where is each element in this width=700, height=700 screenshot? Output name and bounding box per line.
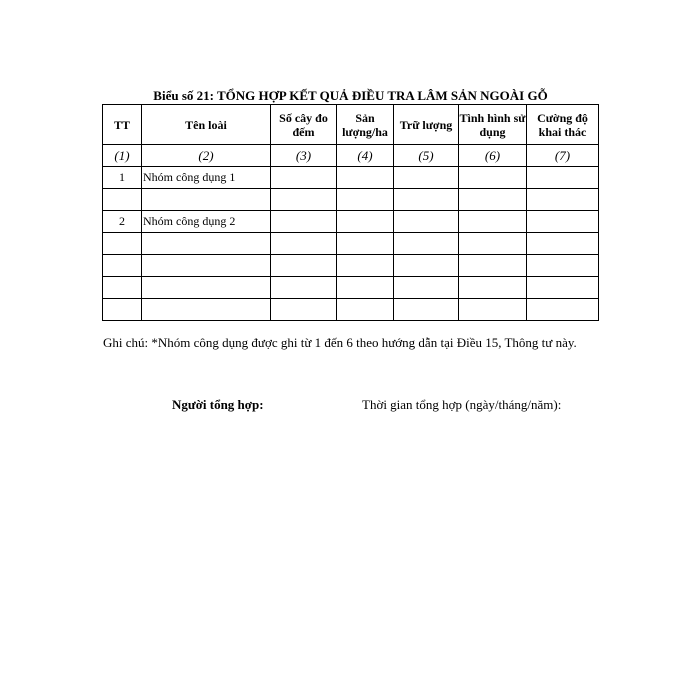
table-cell [271, 211, 337, 233]
header-cell: Trữ lượng [394, 105, 459, 145]
row-number-cell [103, 277, 142, 299]
footnote: Ghi chú: *Nhóm công dụng được ghi từ 1 đến 6 theo hướng dẫn tại Điều 15, Thông tư này. [103, 335, 577, 350]
table-cell [337, 167, 394, 189]
row-number-cell: 1 [103, 167, 142, 189]
species-cell: Nhóm công dụng 1 [142, 167, 271, 189]
table-cell [271, 277, 337, 299]
species-cell [142, 233, 271, 255]
table-cell [394, 211, 459, 233]
table-cell [394, 189, 459, 211]
table-cell [337, 233, 394, 255]
table-cell [394, 233, 459, 255]
header-cell: Cường độ khai thác [527, 105, 599, 145]
table-cell [527, 299, 599, 321]
table-cell [337, 189, 394, 211]
table-cell [271, 255, 337, 277]
table-cell [459, 299, 527, 321]
row-number-cell [103, 299, 142, 321]
table-cell [459, 277, 527, 299]
header-cell: Tên loài [142, 105, 271, 145]
table-row [103, 255, 599, 277]
signer-label: Người tổng hợp: [172, 397, 264, 412]
species-cell [142, 255, 271, 277]
table-cell [394, 167, 459, 189]
table-cell [459, 211, 527, 233]
species-cell [142, 189, 271, 211]
index-cell: (3) [271, 145, 337, 167]
table-row [103, 299, 599, 321]
table-row [103, 211, 599, 233]
table-cell [459, 255, 527, 277]
table-cell [459, 167, 527, 189]
header-row [103, 105, 599, 145]
header-cell: Số cây đo đếm [271, 105, 337, 145]
row-number-cell: 2 [103, 211, 142, 233]
table-cell [337, 255, 394, 277]
table-cell [271, 167, 337, 189]
compile-time-label: Thời gian tổng hợp (ngày/tháng/năm): [362, 397, 562, 412]
row-number-cell [103, 255, 142, 277]
index-cell: (2) [142, 145, 271, 167]
table-cell [527, 233, 599, 255]
header-cell: TT [103, 105, 142, 145]
index-cell: (6) [459, 145, 527, 167]
index-row [103, 145, 599, 167]
table-row [103, 167, 599, 189]
table-cell [394, 277, 459, 299]
table-cell [337, 211, 394, 233]
index-cell: (4) [337, 145, 394, 167]
index-cell: (5) [394, 145, 459, 167]
table-cell [527, 277, 599, 299]
row-number-cell [103, 233, 142, 255]
table-cell [337, 277, 394, 299]
species-cell [142, 299, 271, 321]
table-cell [459, 189, 527, 211]
table-row [103, 277, 599, 299]
index-cell: (1) [103, 145, 142, 167]
table-cell [527, 255, 599, 277]
table-cell [271, 233, 337, 255]
species-cell [142, 277, 271, 299]
table-cell [527, 211, 599, 233]
table-cell [394, 255, 459, 277]
table-cell [271, 189, 337, 211]
header-cell: Sản lượng/ha [337, 105, 394, 145]
index-cell: (7) [527, 145, 599, 167]
table-row [103, 189, 599, 211]
species-cell: Nhóm công dụng 2 [142, 211, 271, 233]
form-title: Biểu số 21: TỔNG HỢP KẾT QUẢ ĐIỀU TRA LÂM SẢN NGOÀI GỖ [153, 88, 548, 103]
table-cell [271, 299, 337, 321]
table-cell [527, 167, 599, 189]
table-cell [459, 233, 527, 255]
table-cell [527, 189, 599, 211]
table-row [103, 233, 599, 255]
survey-table [102, 104, 599, 321]
row-number-cell [103, 189, 142, 211]
table-cell [394, 299, 459, 321]
header-cell: Tình hình sử dụng [459, 105, 527, 145]
table-cell [337, 299, 394, 321]
